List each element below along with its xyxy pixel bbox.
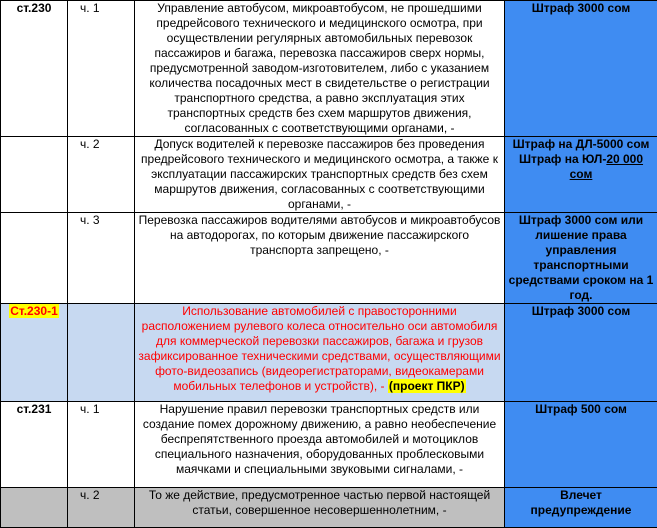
penalty-cell: Штраф 3000 сом или лишение права управления транспортными средствами сроком на 1 год. (505, 213, 657, 304)
penalty-cell: Штраф 3000 сом (505, 304, 657, 402)
description-cell: Перевозка пассажиров водителями автобусов и микроавтобусов на автодорогах, по которым движение пассажирского транспорта запрещено, - (135, 213, 505, 304)
article-cell: ст.230 (1, 1, 68, 137)
penalty-amount: 20 000 (606, 152, 643, 166)
article-cell: ст.231 (1, 402, 68, 488)
penalty-line (508, 152, 654, 167)
penalty-cell: Штраф 500 сом (505, 402, 657, 488)
description-cell: Управление автобусом, микроавтобусом, не прошедшими предрейсового технического и медицинского осмотра, при осуществлении регулярных автомобильных перевозок пассажиров и багажа, перевозка пассажиров сверх нормы, предусмотренной заводом-изготовителем, либо с указанием количества посадочных мест в свидетельстве о регистрации транспортного средства, а равно эксплуатация этих транспортных средств без схем маршрутов движения, согласованных с соответствующими органами, - (135, 1, 505, 137)
penalty-unit: сом (508, 167, 654, 182)
article-cell (1, 488, 68, 528)
table-row (1, 304, 657, 402)
part-cell: ч. 2 (68, 137, 135, 213)
part-cell: ч. 2 (68, 488, 135, 528)
part-cell (68, 304, 135, 402)
penalty-line: Штраф на ДЛ-5000 сом (508, 137, 654, 152)
table-row (1, 137, 657, 213)
project-badge: (проект ПКР) (388, 379, 466, 393)
description-cell: Допуск водителей к перевозке пассажиров без проведения предрейсового технического и медицинского осмотра, а также к эксплуатации пассажирских транспортных средств без схем маршрутов движения, согласованных с соответствующими органами, - (135, 137, 505, 213)
table-row (1, 1, 657, 137)
penalty-prefix: Штраф на ЮЛ- (519, 152, 606, 166)
description-cell: Нарушение правил перевозки транспортных средств или создание помех дорожному движению, а равно необеспечение беспрепятственного проезда автомобилей и мотоциклов специального назначения, оборудованных проблесковыми маячками и специальными звуковыми сигналами, - (135, 402, 505, 488)
article-cell (1, 304, 68, 402)
part-cell: ч. 3 (68, 213, 135, 304)
penalty-cell: Штраф 3000 сом (505, 1, 657, 137)
article-label: Ст.230-1 (9, 304, 59, 318)
article-cell (1, 213, 68, 304)
table-row (1, 402, 657, 488)
description-cell (135, 304, 505, 402)
description-cell: То же действие, предусмотренное частью первой настоящей статьи, совершенное несовершеннолетним, - (135, 488, 505, 528)
part-cell: ч. 1 (68, 402, 135, 488)
part-cell: ч. 1 (68, 1, 135, 137)
table-row (1, 213, 657, 304)
description-text: Использование автомобилей с правосторонними расположением рулевого колеса относительно оси автомобиля для коммерческой перевозки пассажиров, багажа и грузов зафиксированное техническими средствами, осуществляющими фото-видеозапись (видеорегистраторами, видеокамерами мобильных телефонов и устройств), - (138, 304, 500, 393)
penalty-cell (505, 137, 657, 213)
penalty-cell: Влечет предупреждение (505, 488, 657, 528)
article-cell (1, 137, 68, 213)
table-row (1, 488, 657, 528)
